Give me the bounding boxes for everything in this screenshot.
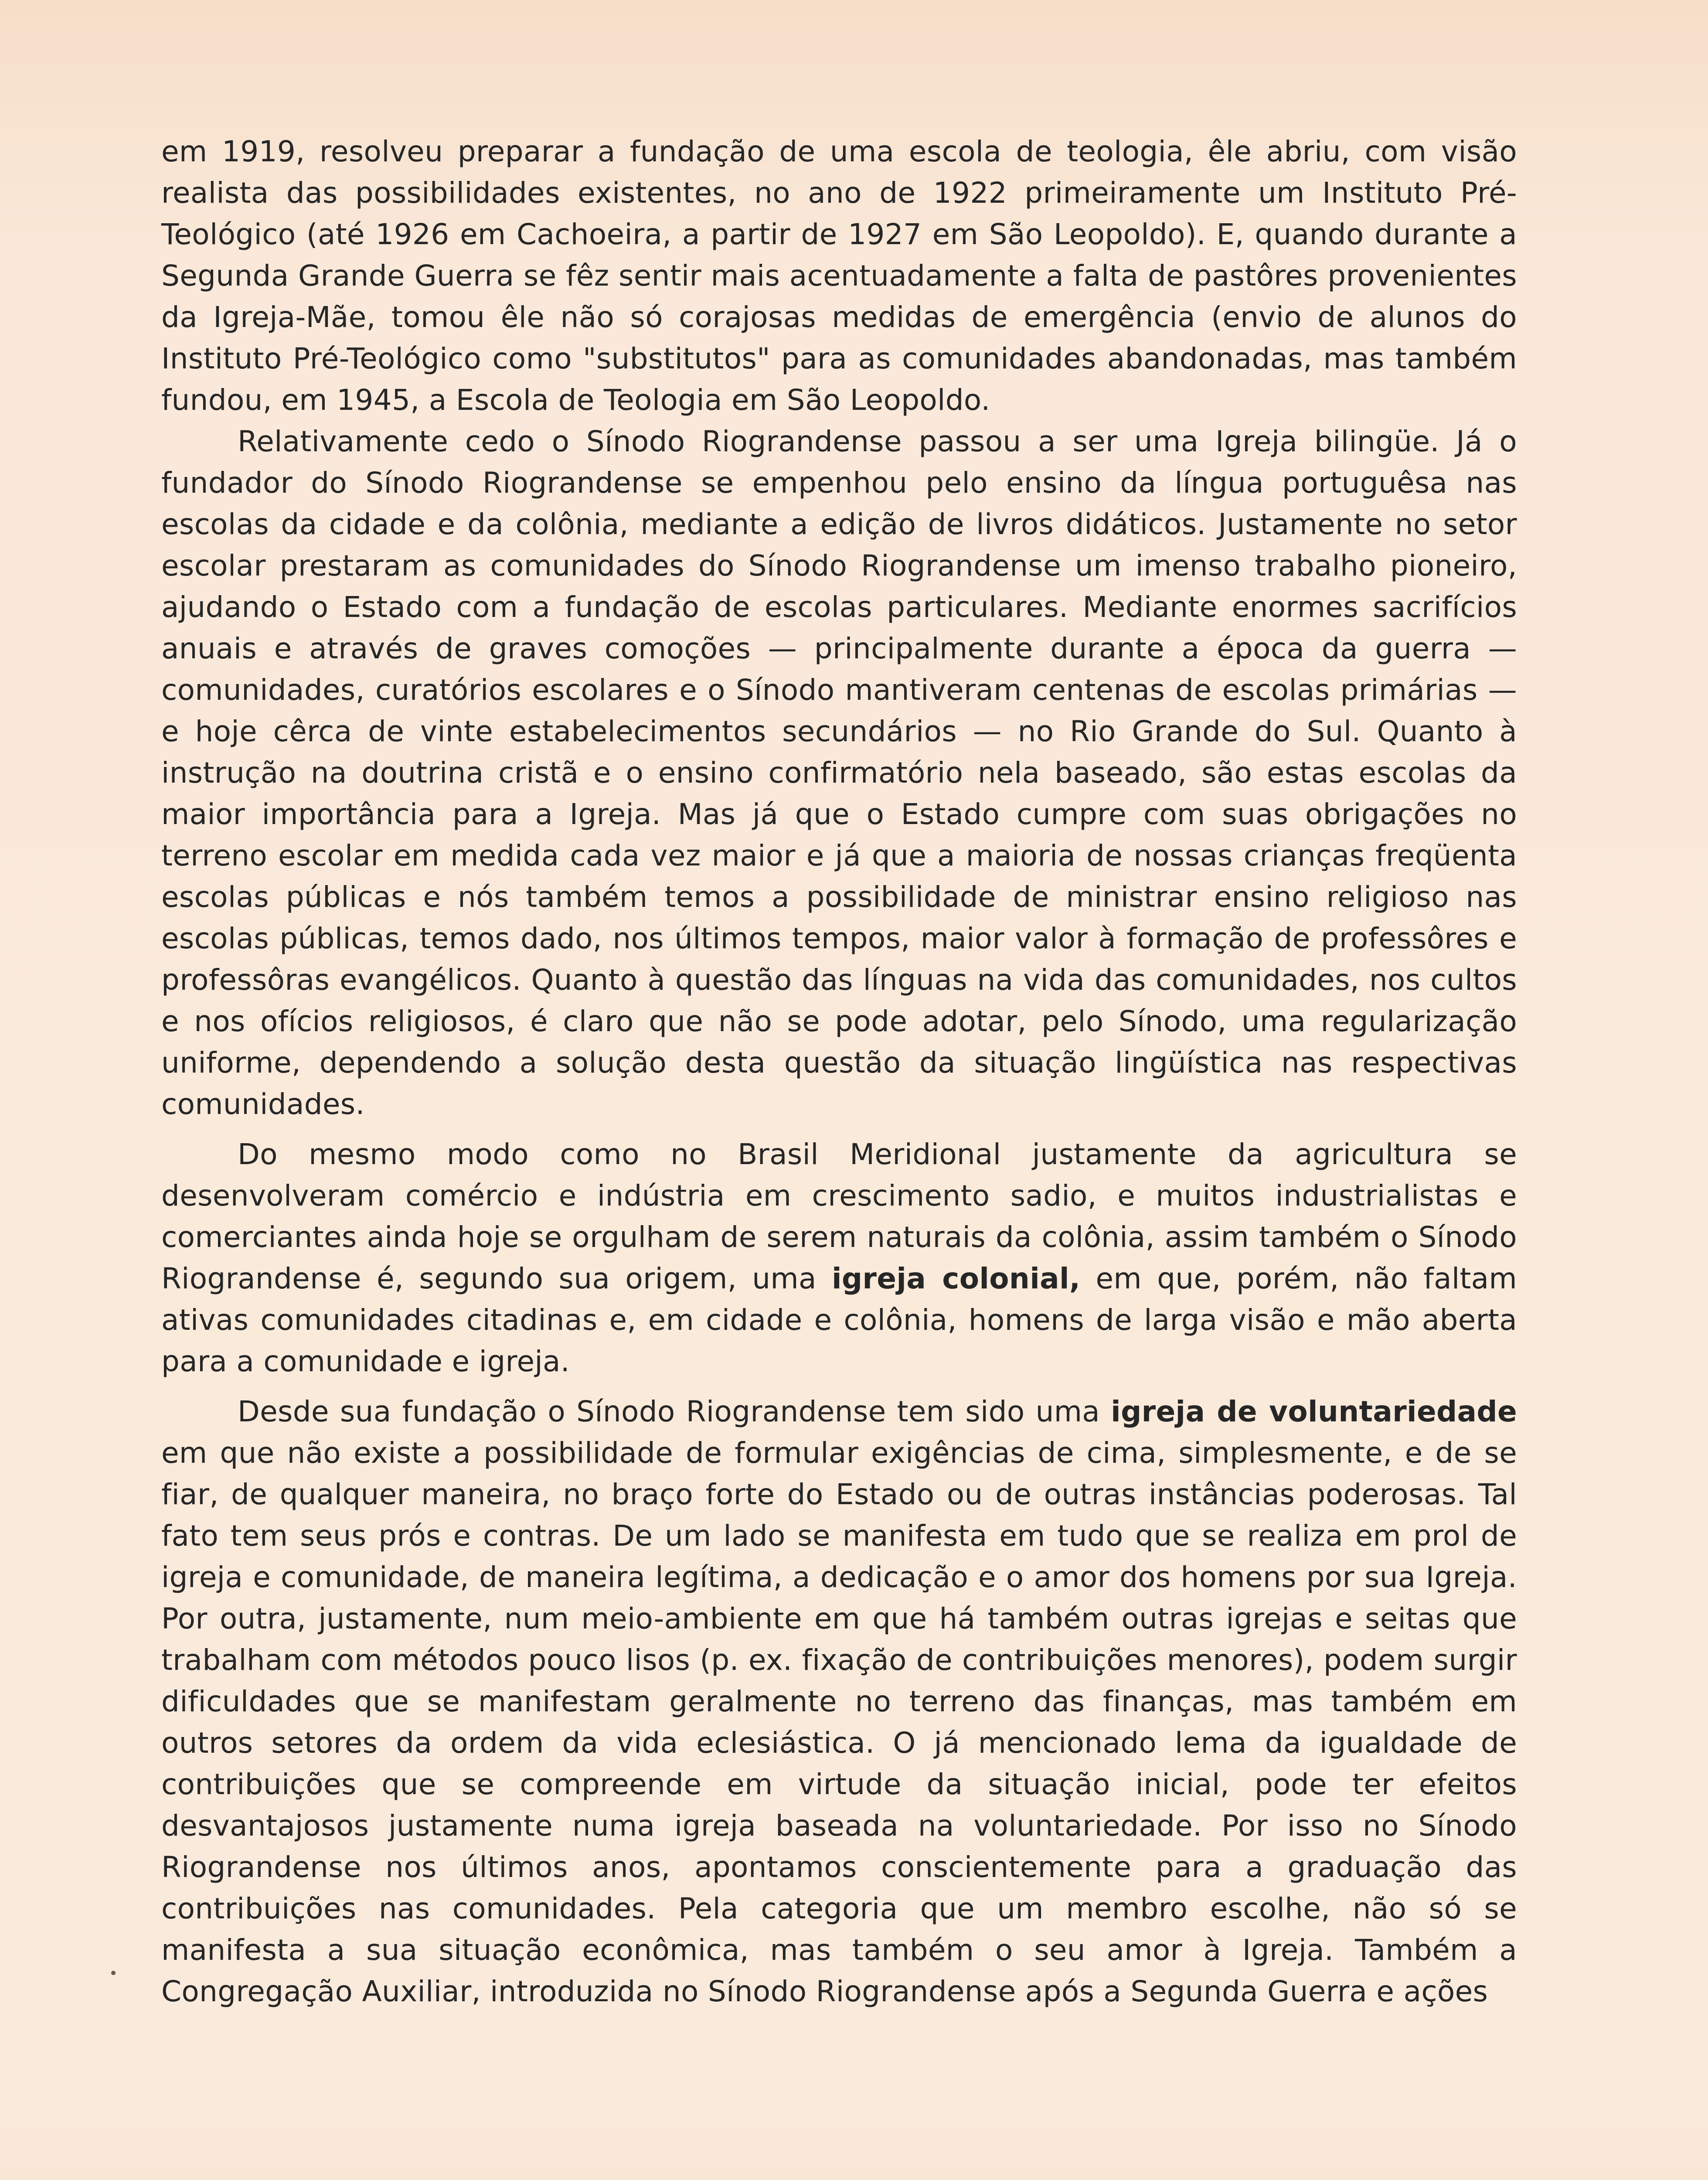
paragraph-2: Relativamente cedo o Sínodo Riograndense passou a ser uma Igreja bilingüe. Já o fundador do Sínodo Riograndense se empenhou pelo ensino da língua portuguêsa nas escolas da cidade e da colônia, mediante a edição de livros didáticos. Justamente no setor escolar prestaram as comunidades do Sínodo Riograndense um imenso trabalho pioneiro, ajudando o Estado com a fundação de escolas particulares. Mediante enormes sacrifícios anuais e através de graves comoções — principalmente durante a época da guerra — comunidades, curatórios escolares e o Sínodo mantiveram centenas de escolas primárias — e hoje cêrca de vinte estabelecimentos secundários — no Rio Grande do Sul. Quanto à instrução na doutrina cristã e o ensino confirmatório nela baseado, são estas escolas da maior importância para a Igreja. Mas já que o Estado cumpre com suas obrigações no terreno escolar em medida cada vez maior e já que a maioria de nossas crianças freqüenta escolas públicas e nós também temos a possibilidade de ministrar ensino religioso nas escolas públicas, temos dado, nos últimos tempos, maior valor à formação de professôres e professôras evangélicos. Quanto à questão das línguas na vida das comunidades, nos cultos e nos ofícios religiosos, é claro que não se pode adotar, pelo Sínodo, uma regularização uniforme, dependendo a solução desta questão da situação lingüística nas respectivas comunidades.: [161, 425, 1517, 1121]
paragraph-4-text-start: Desde sua fundação o Sínodo Riograndense tem sido uma: [238, 1395, 1111, 1428]
paragraph-3-text-start: Do mesmo modo como no Brasil Meridional justamente da agricultura se desenvolveram comércio e indústria em crescimento sadio, e muitos industrialistas e comerciantes ainda hoje se orgulham de serem naturais da colônia, assim também o Sínodo Riograndense é, segundo sua origem, uma: [161, 1138, 1517, 1295]
paragraph-4: [161, 1391, 1517, 2012]
paper-speck: [111, 1971, 116, 1975]
paragraph-3: [161, 1134, 1517, 1382]
paragraph-3-text-end: em que, porém, não faltam ativas comunidades citadinas e, em cidade e colônia, homens de larga visão e mão aberta para a comunidade e igreja.: [161, 1262, 1517, 1378]
paragraph-4-text-end: em que não existe a possibilidade de formular exigências de cima, simplesmente, e de se fiar, de qualquer maneira, no braço forte do Estado ou de outras instâncias poderosas. Tal fato tem seus prós e contras. De um lado se manifesta em tudo que se realiza em prol de igreja e comunidade, de maneira legítima, a dedicação e o amor dos homens por sua Igreja. Por outra, justamente, num meio-ambiente em que há também outras igrejas e seitas que trabalham com métodos pouco lisos (p. ex. fixação de contribuições menores), podem surgir dificuldades que se manifestam geralmente no terreno das finanças, mas também em outros setores da ordem da vida eclesiástica. O já mencionado lema da igualdade de contribuições que se compreende em virtude da situação inicial, pode ter efeitos desvantajosos justamente numa igreja baseada na voluntariedade. Por isso no Sínodo Riograndense nos últimos anos, apontamos conscientemente para a graduação das contribuições nas comunidades. Pela categoria que um membro escolhe, não só se manifesta a sua situação econômica, mas também o seu amor à Igreja. Também a Congregação Auxiliar, introduzida no Sínodo Riograndense após a Segunda Guerra e ações: [161, 1436, 1517, 2008]
paragraph-1: em 1919, resolveu preparar a fundação de uma escola de teologia, êle abriu, com visão realista das possibilidades existentes, no ano de 1922 primeiramente um Instituto Pré-Teológico (até 1926 em Cachoeira, a partir de 1927 em São Leopoldo). E, quando durante a Segunda Grande Guerra se fêz sentir mais acentuadamente a falta de pastôres provenientes da Igreja-Mãe, tomou êle não só corajosas medidas de emergência (envio de alunos do Instituto Pré-Teológico como "substitutos" para as comunidades abandonadas, mas também fundou, em 1945, a Escola de Teologia em São Leopoldo.: [161, 135, 1517, 417]
body-text: [161, 131, 1517, 2012]
emphasis-igreja-de-voluntariedade: igreja de voluntariedade: [1111, 1395, 1517, 1428]
emphasis-igreja-colonial: igreja colonial,: [831, 1262, 1081, 1295]
